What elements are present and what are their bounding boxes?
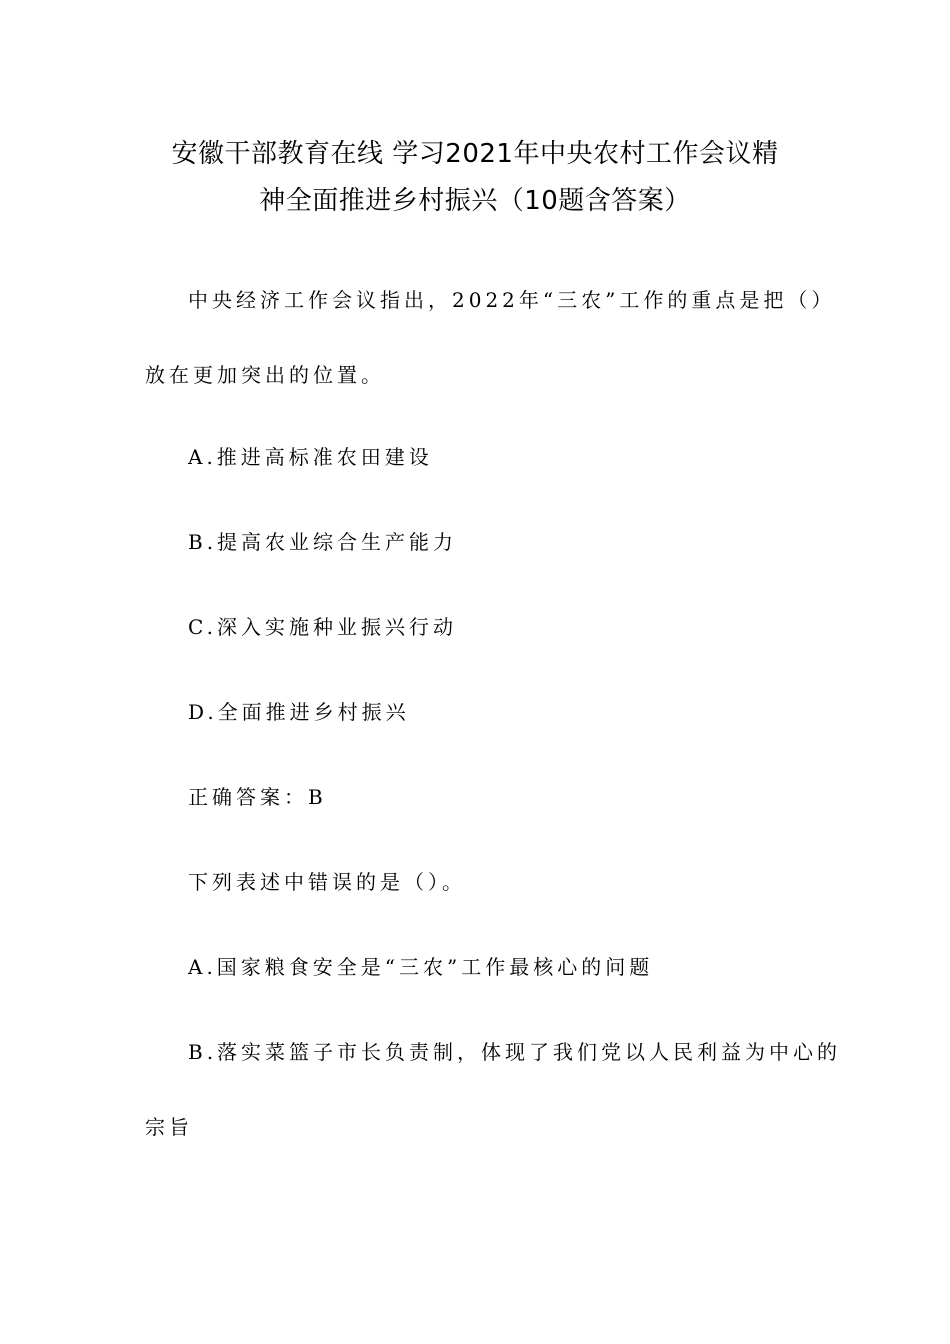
question-1-answer: 正确答案：B	[188, 785, 327, 809]
question-2-stem: 下列表述中错误的是（）。	[188, 870, 466, 894]
document-title-line-1: 安徽干部教育在线 学习2021年中央农村工作会议精	[171, 139, 779, 169]
document-title-line-2: 神全面推进乡村振兴（10题含答案）	[259, 186, 691, 216]
question-1-option-c: C.深入实施种业振兴行动	[188, 615, 457, 639]
question-1-stem-line-2: 放在更加突出的位置。	[145, 363, 385, 387]
question-1-option-b: B.提高农业综合生产能力	[188, 530, 458, 554]
question-2-option-b-line-2: 宗旨	[145, 1115, 193, 1139]
question-1-option-a: A.推进高标准农田建设	[188, 445, 433, 469]
question-1-stem-line-1: 中央经济工作会议指出，2022年“三农”工作的重点是把（）	[188, 288, 836, 312]
question-1-option-d: D.全面推进乡村振兴	[188, 700, 410, 724]
question-2-option-b-line-1: B.落实菜篮子市长负责制，体现了我们党以人民利益为中心的	[188, 1040, 842, 1064]
question-2-option-a: A.国家粮食安全是“三农”工作最核心的问题	[188, 955, 654, 979]
